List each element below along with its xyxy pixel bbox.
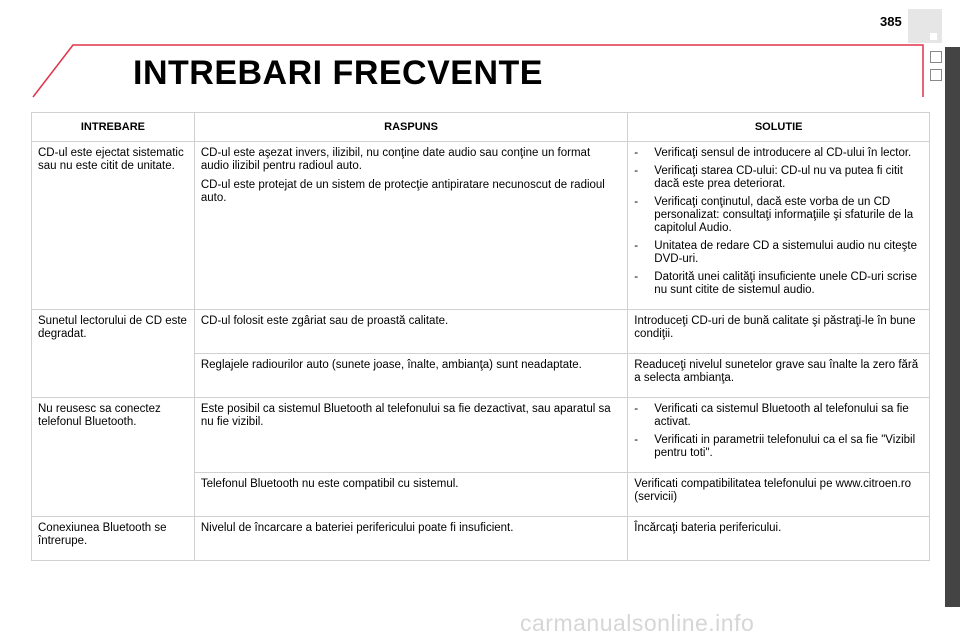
list-item — [634, 196, 923, 235]
answer-paragraph: CD-ul este aşezat invers, ilizibil, nu conţine date audio sau conţine un format audio ilizibil pentru radioul auto. — [200, 147, 591, 172]
watermark-text: carmanualsonline.info — [520, 610, 755, 636]
header-question: INTREBARE — [32, 113, 195, 142]
answer-cell: Este posibil ca sistemul Bluetooth al telefonului sa fie dezactivat, sau aparatul sa nu fie vizibil. — [194, 398, 627, 473]
bullet-dash: - — [634, 434, 639, 446]
solution-cell: Readuceţi nivelul sunetelor grave sau înalte la zero fără a selecta ambianţa. — [628, 354, 930, 398]
bullet-dash: - — [634, 165, 639, 177]
list-item — [634, 147, 923, 160]
solution-cell: Verificati compatibilitatea telefonului pe www.citroen.ro (servicii) — [628, 473, 930, 517]
list-item — [634, 403, 923, 429]
answer-cell — [194, 142, 627, 310]
solution-cell — [628, 142, 930, 310]
bullet-dash: - — [634, 271, 639, 283]
solution-text: Verificaţi sensul de introducere al CD-ului în lector. — [654, 147, 912, 159]
corner-dot — [930, 33, 937, 40]
chapter-marker-box — [930, 51, 942, 63]
solution-text: Verificati ca sistemul Bluetooth al telefonului sa fie activat. — [654, 403, 909, 428]
list-item — [634, 240, 923, 266]
table-header-row — [32, 113, 930, 142]
solution-cell: Încărcaţi bateria perifericului. — [628, 517, 930, 561]
question-cell: Nu reusesc sa conectez telefonul Bluetooth. — [32, 398, 195, 473]
bullet-dash: - — [634, 240, 639, 252]
answer-cell: Reglajele radiourilor auto (sunete joase, înalte, ambianţa) sunt neadaptate. — [194, 354, 627, 398]
header-answer: RASPUNS — [194, 113, 627, 142]
question-cell: Conexiunea Bluetooth se întrerupe. — [32, 517, 195, 561]
table-row — [32, 354, 930, 398]
table-row — [32, 142, 930, 310]
solution-text: Verificaţi starea CD-ului: CD-ul nu va putea fi citit dacă este prea deteriorat. — [654, 165, 903, 190]
solution-text: Verificaţi conţinutul, dacă este vorba de un CD personalizat: consultaţi informaţiile şi sfaturile de la capitolul Audio. — [654, 196, 914, 234]
solution-cell: Introduceţi CD-uri de bună calitate şi păstraţi-le în bune condiţii. — [628, 310, 930, 354]
bullet-dash: - — [634, 196, 639, 208]
table-row — [32, 310, 930, 354]
question-cell — [32, 354, 195, 398]
question-cell — [32, 473, 195, 517]
solution-text: Datorită unei calităţi insuficiente unele CD-uri scrise nu sunt citite de sistemul audio. — [654, 271, 917, 296]
faq-table — [31, 112, 930, 561]
table-row — [32, 398, 930, 473]
list-item — [634, 165, 923, 191]
solution-list — [634, 147, 923, 297]
solution-text: Verificati in parametrii telefonului ca el sa fie "Vizibil pentru toti". — [654, 434, 916, 459]
table-row — [32, 517, 930, 561]
table-row — [32, 473, 930, 517]
list-item — [634, 271, 923, 297]
header-solution: SOLUTIE — [628, 113, 930, 142]
chapter-marker-box — [930, 69, 942, 81]
bullet-dash: - — [634, 403, 639, 415]
bullet-dash: - — [634, 147, 639, 159]
page-number: 385 — [880, 14, 902, 29]
list-item — [634, 434, 923, 460]
solution-list — [634, 403, 923, 460]
answer-cell: CD-ul folosit este zgâriat sau de proastă calitate. — [194, 310, 627, 354]
question-cell: Sunetul lectorului de CD este degradat. — [32, 310, 195, 354]
question-cell: CD-ul este ejectat sistematic sau nu este citit de unitate. — [32, 142, 195, 310]
page-title: INTREBARI FRECVENTE — [133, 54, 543, 92]
answer-cell: Telefonul Bluetooth nu este compatibil cu sistemul. — [194, 473, 627, 517]
solution-text: Unitatea de redare CD a sistemului audio nu citeşte DVD-uri. — [654, 240, 918, 265]
answer-paragraph: CD-ul este protejat de un sistem de protecţie antipiratare necunoscut de radioul auto. — [200, 179, 605, 204]
chapter-sidebar-bar — [945, 47, 960, 607]
answer-cell: Nivelul de încarcare a bateriei perifericului poate fi insuficient. — [194, 517, 627, 561]
solution-cell — [628, 398, 930, 473]
